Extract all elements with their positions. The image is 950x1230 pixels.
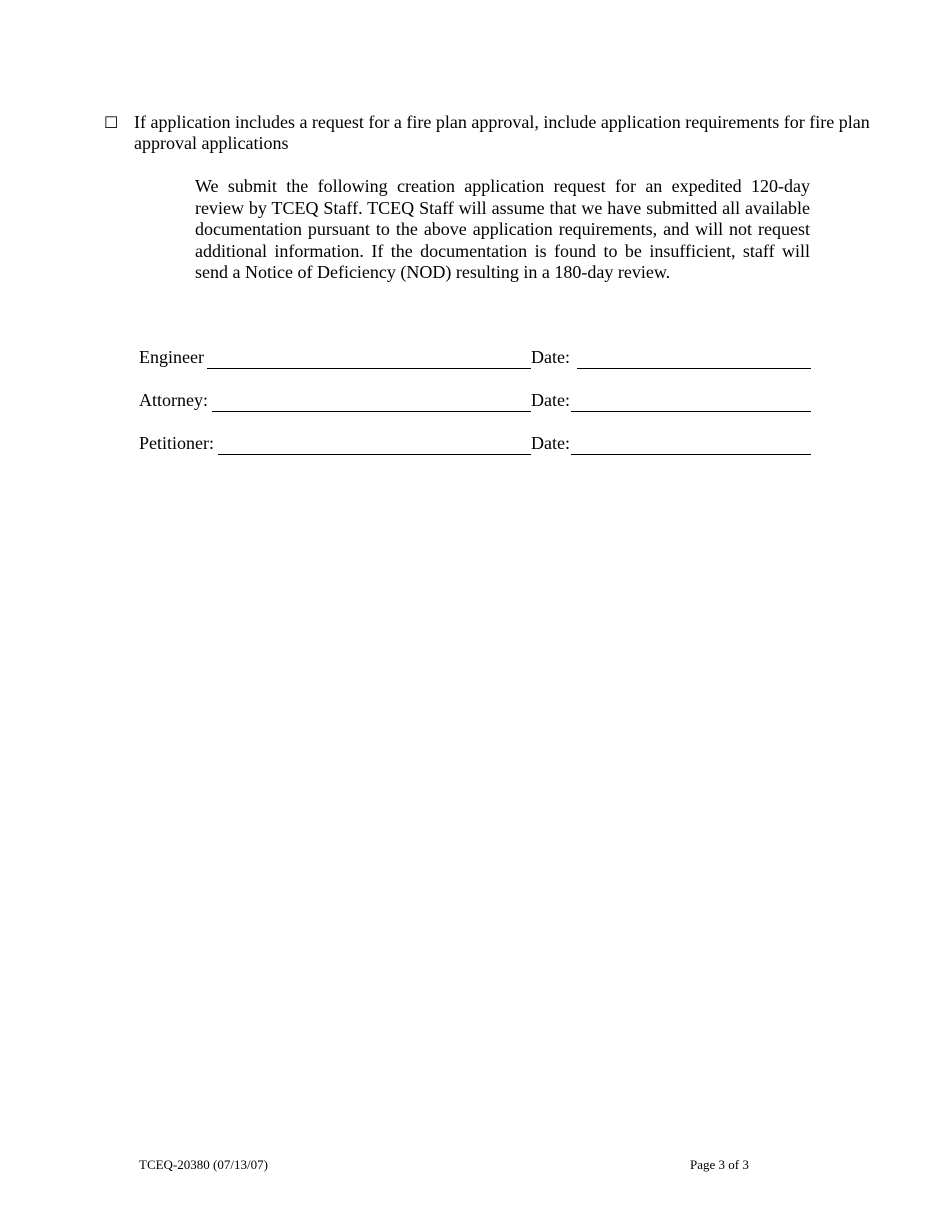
petitioner-date-label: Date: [531,433,570,453]
petitioner-signature-row [139,432,811,456]
page-number-footer: Page 3 of 3 [690,1157,749,1172]
fire-plan-item-text: If application includes a request for a fire plan approval, include application requirements for fire plan approval applications [134,112,870,153]
petitioner-signature-line[interactable] [218,454,531,455]
form-id-footer: TCEQ-20380 (07/13/07) [139,1157,268,1172]
engineer-date-label: Date: [531,347,570,367]
attorney-signature-row [139,389,811,413]
attorney-signature-line[interactable] [212,411,531,412]
petitioner-date-line[interactable] [571,454,811,455]
engineer-label: Engineer [139,347,204,367]
petitioner-label: Petitioner: [139,433,214,453]
engineer-signature-row [139,346,811,370]
expedited-review-statement: We submit the following creation application request for an expedited 120-day review by TCEQ Staff. TCEQ Staff will assume that we have submitted all available documentation pursuant to the above application requirements, and will not request additional information. If the documentation is found to be insufficient, staff will send a Notice of Deficiency (NOD) resulting in a 180-day review. [195,176,810,282]
fire-plan-checklist-item [104,112,904,154]
engineer-signature-line[interactable] [207,368,531,369]
engineer-date-line[interactable] [577,368,811,369]
fire-plan-checkbox[interactable]: ☐ [104,115,119,132]
attorney-date-label: Date: [531,390,570,410]
attorney-label: Attorney: [139,390,208,410]
attorney-date-line[interactable] [571,411,811,412]
